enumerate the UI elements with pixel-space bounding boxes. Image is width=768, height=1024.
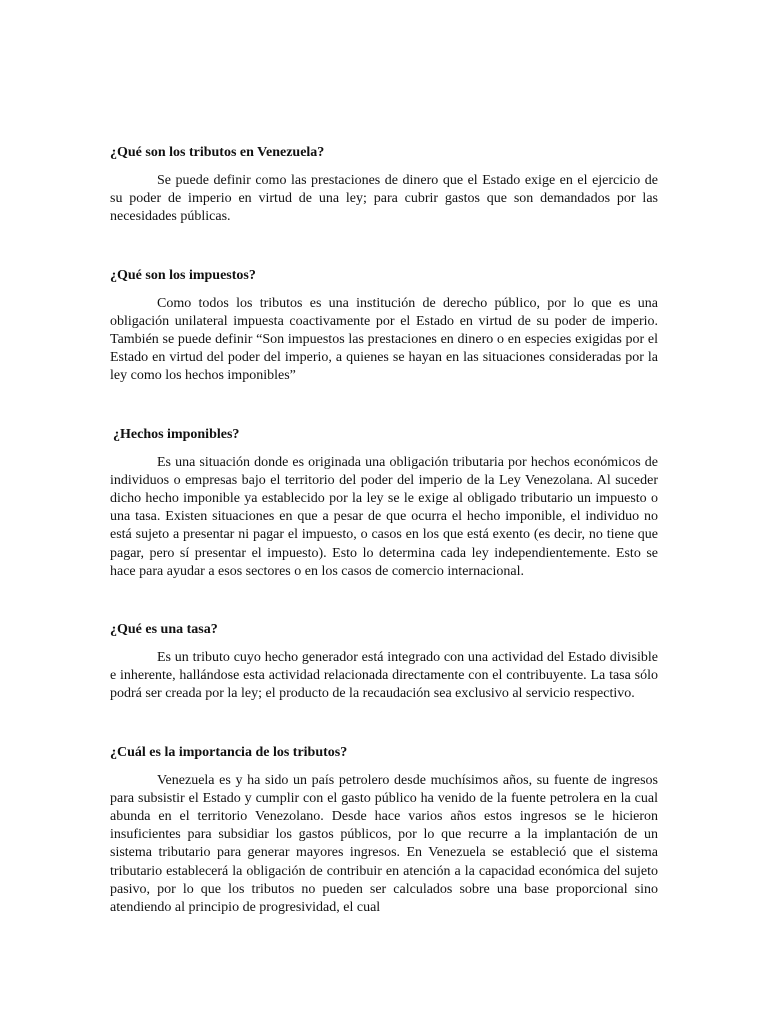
document-page [110,140,658,917]
section-importancia [110,744,658,918]
section-paragraph: Es una situación donde es originada una obligación tributaria por hechos económicos de individuos o empresas bajo el territorio del poder del imperio de la Ley Venezolana. Al suceder dicho hecho imponible ya establecido por la ley se le exige al obligado tributario un impuesto o una tasa. Existen situaciones en que a pesar de que ocurra el hecho imponible, el individuo no está sujeto a presentar ni pagar el impuesto, o casos en los que está exento (es decir, no tiene que pagar, pero sí presentar el impuesto). Esto lo determina cada ley independientemente. Esto se hace para ayudar a esos sectores o en los casos de comercio internacional. [110,454,658,579]
section-heading: ¿Hechos imponibles? [113,426,240,442]
section-heading: ¿Qué es una tasa? [110,622,218,638]
section-tasa [110,621,658,704]
section-tributos [110,144,658,227]
section-heading: ¿Qué son los tributos en Venezuela? [110,145,325,160]
section-paragraph: Como todos los tributos es una institución de derecho público, por lo que es una obligación unilateral impuesta coactivamente por el Estado en virtud de su poder de imperio. También se puede definir “Son impuestos las prestaciones en dinero o en especies exigidas por el Estado en virtud del poder del imperio, a quienes se hayan en las situaciones consideradas por la ley como los hechos imponibles” [110,295,658,384]
section-paragraph: Es un tributo cuyo hecho generador está integrado con una actividad del Estado divisible e inherente, hallándose esta actividad relacionada directamente con el contribuyente. La tasa sólo podrá ser creada por la ley; el producto de la recaudación sea exclusivo al servicio respectivo. [110,650,658,702]
section-paragraph: Venezuela es y ha sido un país petrolero desde muchísimos años, su fuente de ingresos para subsistir el Estado y cumplir con el gasto público ha venido de la fuente petrolera en la cual abunda en el territorio Venezolano. Desde hace varios años estos ingresos se le hicieron insuficientes para subsidiar los gastos públicos, por lo que recurre a la implantación de un sistema tributario para generar mayores ingresos. En Venezuela se estableció que el sistema tributario establecerá la obligación de contribuir en atención a la capacidad económica del sujeto pasivo, por lo que los tributos no pueden ser calculados sobre una base proporcional sino atendiendo al principio de progresividad, el cual [110,772,658,916]
section-hechos-imponibles [110,426,658,581]
section-paragraph: Se puede definir como las prestaciones de dinero que el Estado exige en el ejercicio de su poder de imperio en virtud de una ley; para cubrir gastos que son demandados por las necesidades públicas. [110,173,658,225]
section-heading: ¿Qué son los impuestos? [110,267,256,283]
section-impuestos [110,267,658,386]
section-heading: ¿Cuál es la importancia de los tributos? [110,744,348,760]
